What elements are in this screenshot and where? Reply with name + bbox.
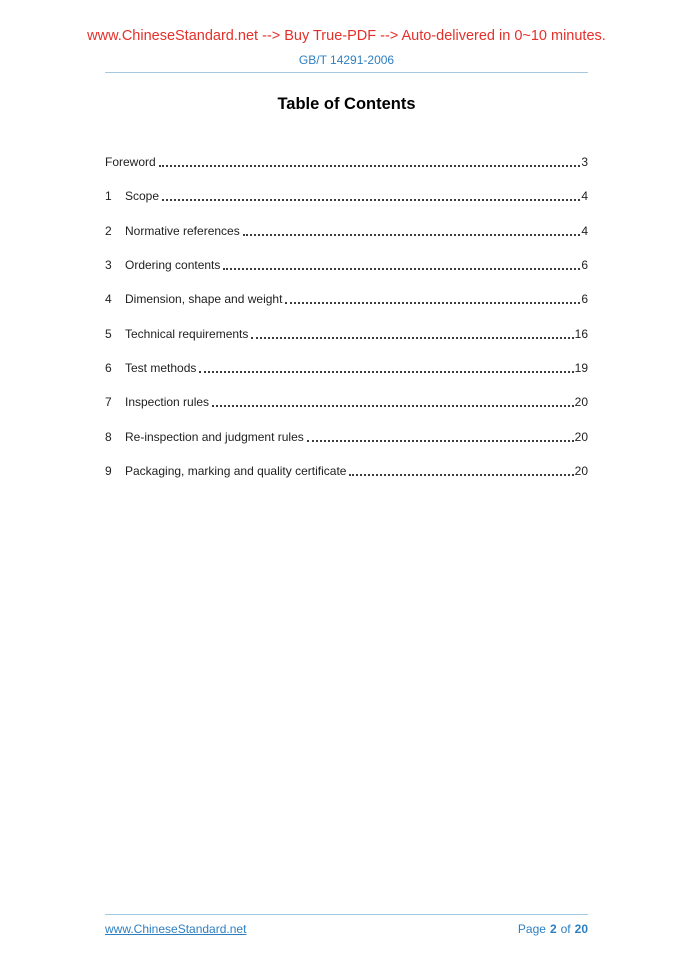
toc-entry-number: 9 xyxy=(105,463,112,478)
standard-code: GB/T 14291-2006 xyxy=(298,53,395,67)
toc-entry-inspection-rules[interactable] xyxy=(105,385,588,419)
toc-entry-packaging-marking[interactable] xyxy=(105,454,588,488)
footer-page-prefix: Page xyxy=(517,922,546,936)
toc-entry-foreword[interactable] xyxy=(105,145,588,179)
toc-entry-normative-references[interactable] xyxy=(105,214,588,248)
toc-entry-number: 1 xyxy=(105,189,112,204)
toc-dot-leader xyxy=(162,199,580,201)
toc-entry-label: Dimension, shape and weight xyxy=(125,292,283,307)
toc-entry-label: Test methods xyxy=(125,360,197,375)
toc-entry-page: 20 xyxy=(574,395,588,410)
toc-entry-technical-requirements[interactable] xyxy=(105,316,588,350)
toc-entry-page: 20 xyxy=(574,463,588,478)
toc-entry-reinspection-judgment[interactable] xyxy=(105,419,588,453)
footer-link[interactable]: www.ChineseStandard.net xyxy=(105,922,247,936)
banner-link[interactable]: www.ChineseStandard.net --> Buy True-PDF --> Auto-delivered in 0~10 minutes. xyxy=(87,28,606,44)
toc-entry-label: Technical requirements xyxy=(125,326,249,341)
footer-rule xyxy=(105,914,588,915)
toc-entry-number: 8 xyxy=(105,429,112,444)
footer-page-total: 20 xyxy=(574,922,588,936)
toc-entry-number: 7 xyxy=(105,395,112,410)
header-rule xyxy=(105,72,588,73)
footer-page-of: of xyxy=(560,922,571,936)
toc-dot-leader xyxy=(212,405,574,407)
toc-entry-page: 19 xyxy=(574,360,588,375)
toc-entry-page: 6 xyxy=(581,258,588,273)
toc-entry-number: 5 xyxy=(105,326,112,341)
toc-entry-label: Ordering contents xyxy=(125,258,221,273)
toc-entry-label: Re-inspection and judgment rules xyxy=(125,429,304,444)
toc-entry-number: 2 xyxy=(105,223,112,238)
toc-dot-leader xyxy=(199,371,573,373)
toc-entry-page: 6 xyxy=(581,292,588,307)
toc-entry-ordering-contents[interactable] xyxy=(105,248,588,282)
toc-dot-leader xyxy=(251,337,573,339)
table-of-contents xyxy=(105,145,588,488)
footer xyxy=(105,922,588,936)
footer-page-current: 2 xyxy=(549,922,557,936)
toc-entry-page: 4 xyxy=(581,223,588,238)
toc-dot-leader xyxy=(307,440,574,442)
toc-entry-dimension-shape-weight[interactable] xyxy=(105,282,588,316)
toc-dot-leader xyxy=(349,474,573,476)
toc-entry-scope[interactable] xyxy=(105,179,588,213)
toc-dot-leader xyxy=(243,234,581,236)
toc-dot-leader xyxy=(159,165,581,167)
toc-entry-number: 6 xyxy=(105,360,112,375)
toc-entry-page: 4 xyxy=(581,189,588,204)
toc-dot-leader xyxy=(223,268,580,270)
toc-entry-label: Foreword xyxy=(105,155,156,170)
toc-entry-number: 4 xyxy=(105,292,112,307)
toc-dot-leader xyxy=(285,302,580,304)
toc-entry-label: Packaging, marking and quality certificate xyxy=(125,463,347,478)
toc-entry-test-methods[interactable] xyxy=(105,351,588,385)
footer-page-indicator xyxy=(518,922,588,936)
toc-entry-label: Normative references xyxy=(125,223,240,238)
toc-entry-page: 3 xyxy=(581,155,588,170)
toc-entry-page: 20 xyxy=(574,429,588,444)
page-title: Table of Contents xyxy=(277,95,416,113)
toc-entry-page: 16 xyxy=(574,326,588,341)
toc-entry-label: Inspection rules xyxy=(125,395,210,410)
toc-entry-number: 3 xyxy=(105,258,112,273)
toc-entry-label: Scope xyxy=(125,189,160,204)
